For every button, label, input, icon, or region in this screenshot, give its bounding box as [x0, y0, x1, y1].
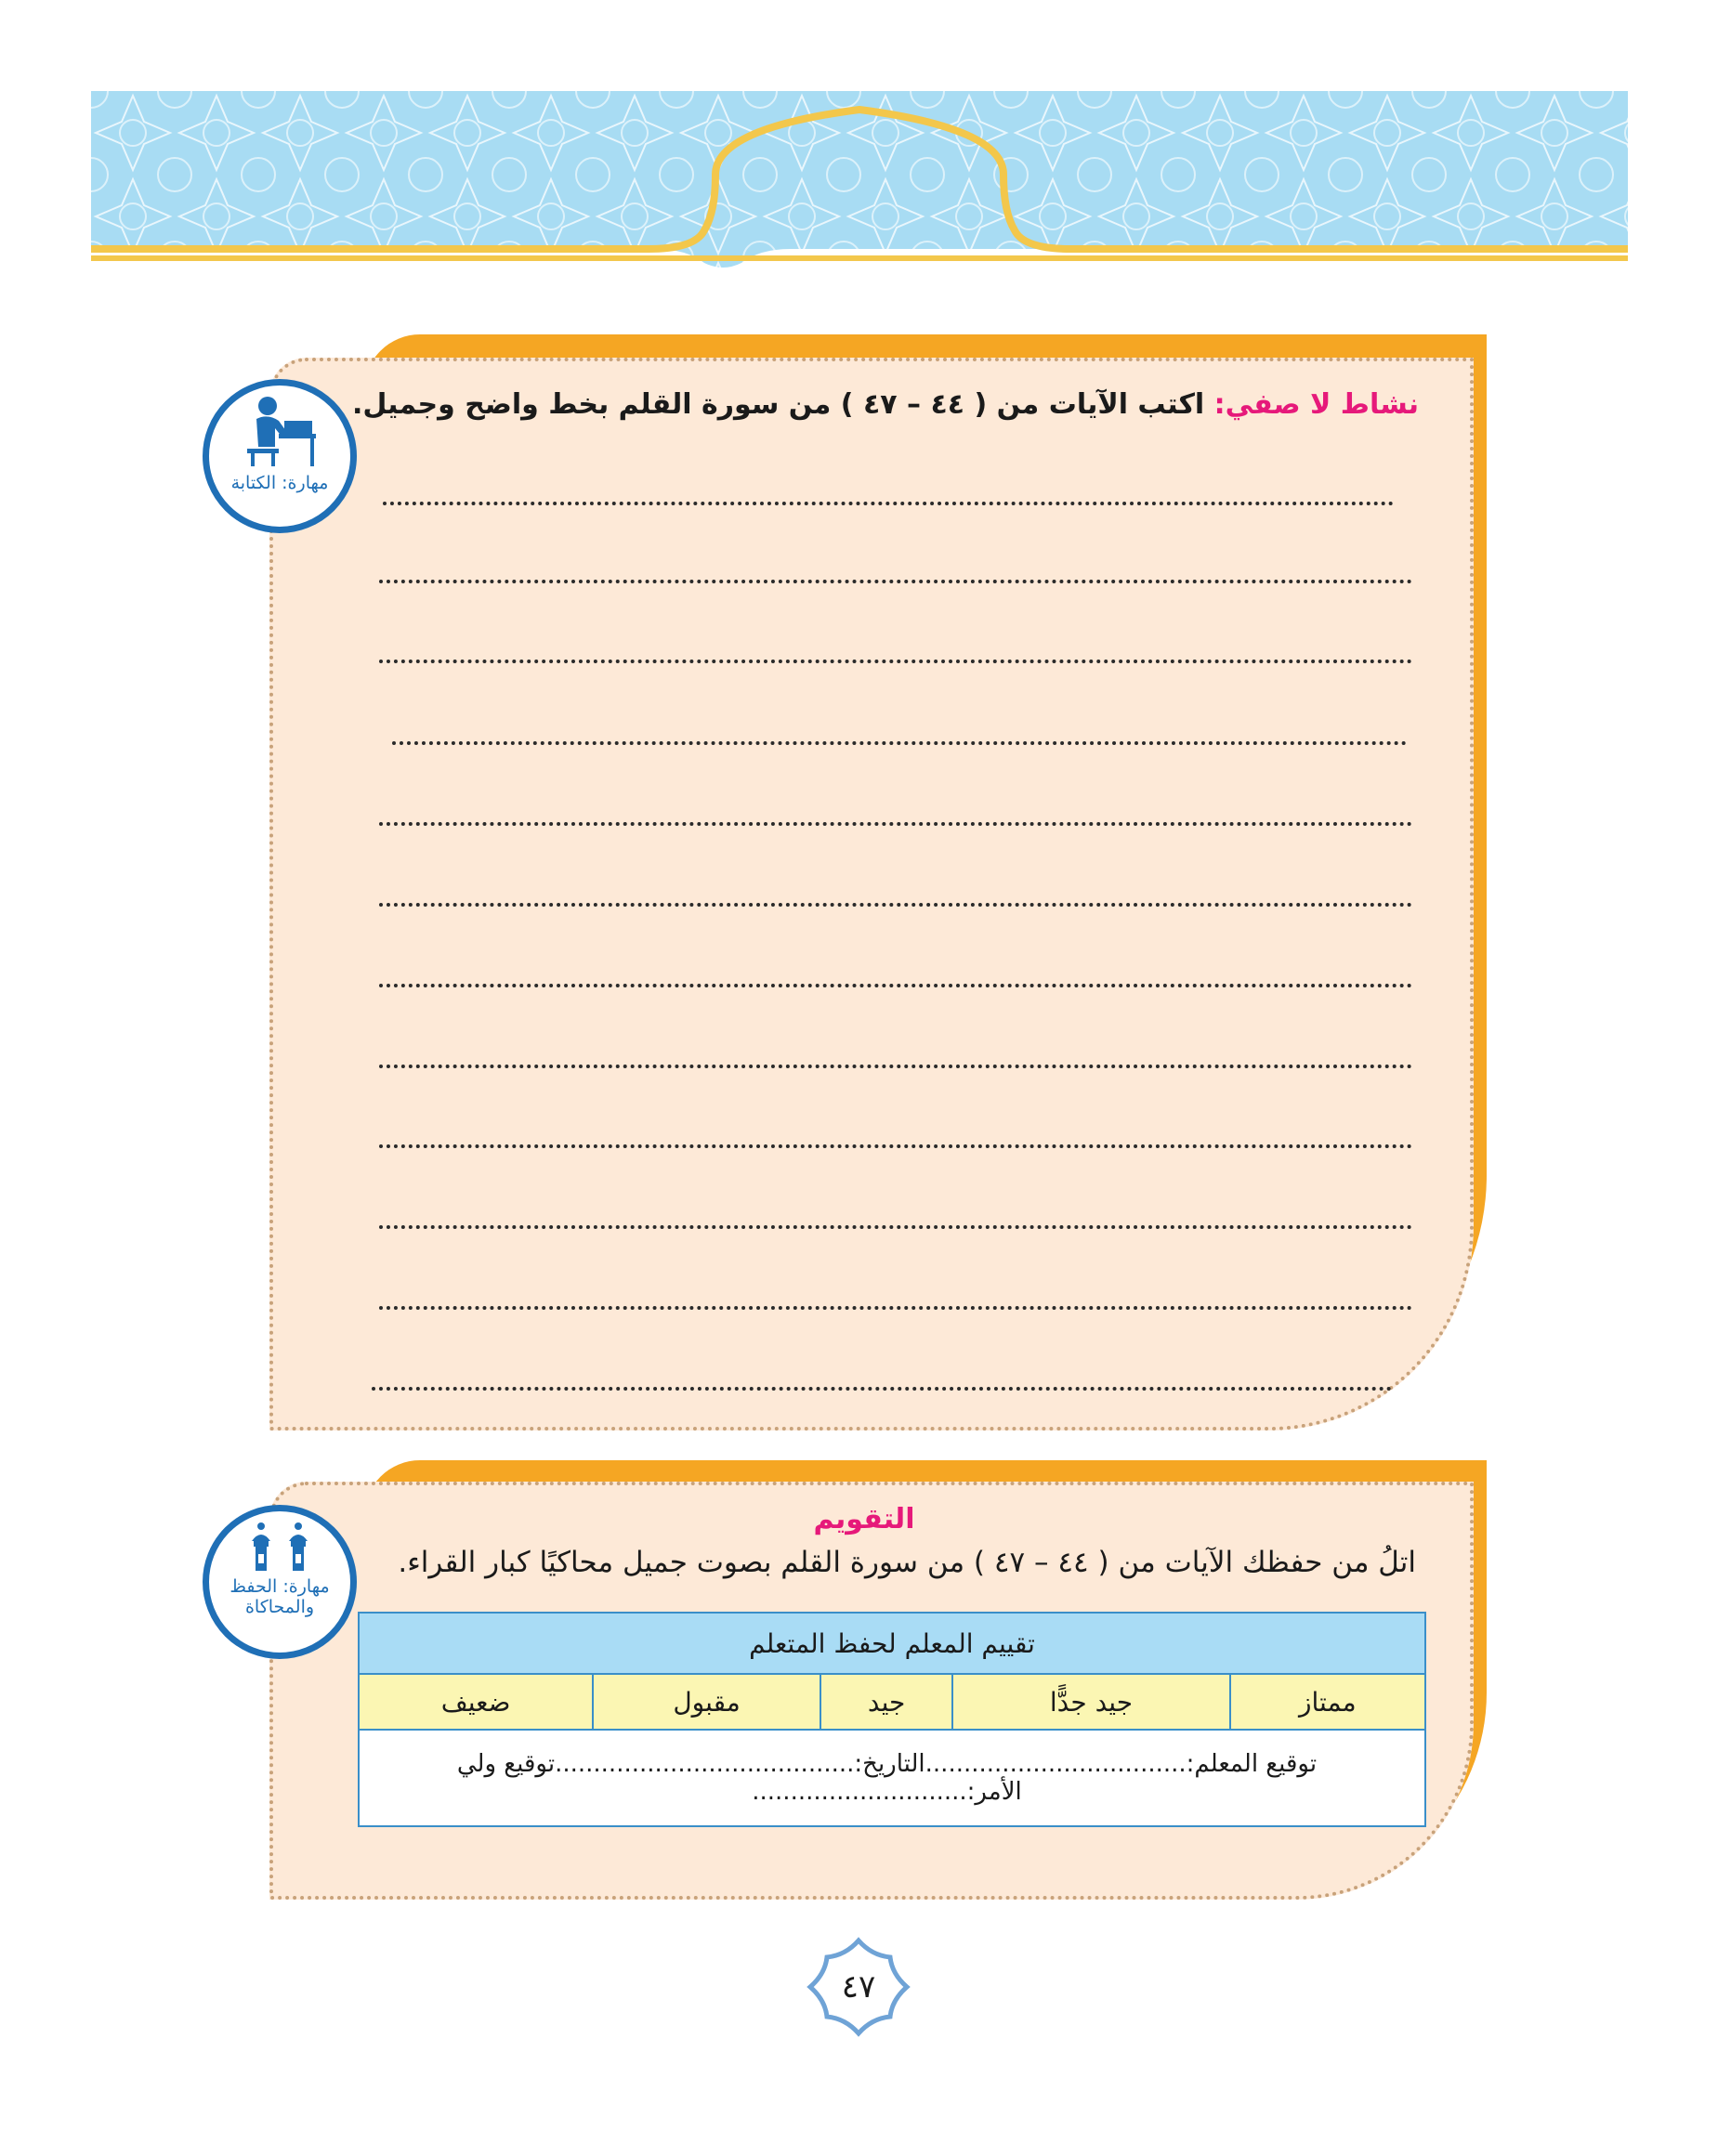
student-writing-icon	[238, 393, 321, 473]
activity-card	[269, 358, 1474, 1431]
writing-line[interactable]	[379, 660, 1412, 663]
activity-text: اكتب الآيات من ( ٤٤ – ٤٧ ) من سورة القلم بخط واضح وجميل.	[351, 388, 1205, 421]
writing-line[interactable]	[383, 502, 1394, 505]
writing-skill-label: مهارة: الكتابة	[230, 473, 329, 493]
writing-line[interactable]	[379, 1144, 1412, 1148]
writing-line[interactable]	[379, 903, 1412, 907]
page-number	[807, 1937, 911, 2037]
writing-line[interactable]	[379, 1306, 1412, 1310]
activity-label: نشاط لا صفي:	[1213, 388, 1419, 421]
memorization-skill-label: مهارة: الحفظ والمحاكاة	[230, 1576, 330, 1617]
evaluation-instruction: اتلُ من حفظك الآيات من ( ٤٤ – ٤٧ ) من سورة القلم بصوت جميل محاكيًا كبار القراء.	[398, 1546, 1416, 1579]
writing-line[interactable]	[379, 1225, 1412, 1229]
evaluation-title: التقويم	[813, 1503, 915, 1535]
writing-line[interactable]	[379, 1065, 1412, 1068]
rating-level-weak[interactable]: ضعيف	[359, 1674, 593, 1730]
writing-line[interactable]	[379, 580, 1412, 583]
rating-level-good[interactable]: جيد	[820, 1674, 952, 1730]
header-banner	[91, 91, 1628, 268]
writing-line[interactable]	[372, 1387, 1392, 1391]
rating-table-header: تقييم المعلم لحفظ المتعلم	[359, 1613, 1425, 1674]
signature-row[interactable]: توقيع المعلم:..................................التاريخ:.......................................توقيع ولي الأمر:............................	[359, 1730, 1425, 1826]
rating-level-very-good[interactable]: جيد جدًّا	[952, 1674, 1229, 1730]
mosque-minarets-icon	[243, 1521, 317, 1576]
teacher-rating-table	[358, 1612, 1426, 1827]
rating-level-acceptable[interactable]: مقبول	[593, 1674, 820, 1730]
activity-instruction	[352, 388, 1419, 421]
page-number-text: ٤٧	[841, 1968, 876, 2006]
writing-line[interactable]	[379, 822, 1412, 826]
rating-level-excellent[interactable]: ممتاز	[1230, 1674, 1425, 1730]
writing-line[interactable]	[392, 741, 1407, 745]
writing-line[interactable]	[379, 984, 1412, 987]
memorization-skill-badge	[203, 1505, 357, 1659]
writing-skill-badge	[203, 379, 357, 533]
